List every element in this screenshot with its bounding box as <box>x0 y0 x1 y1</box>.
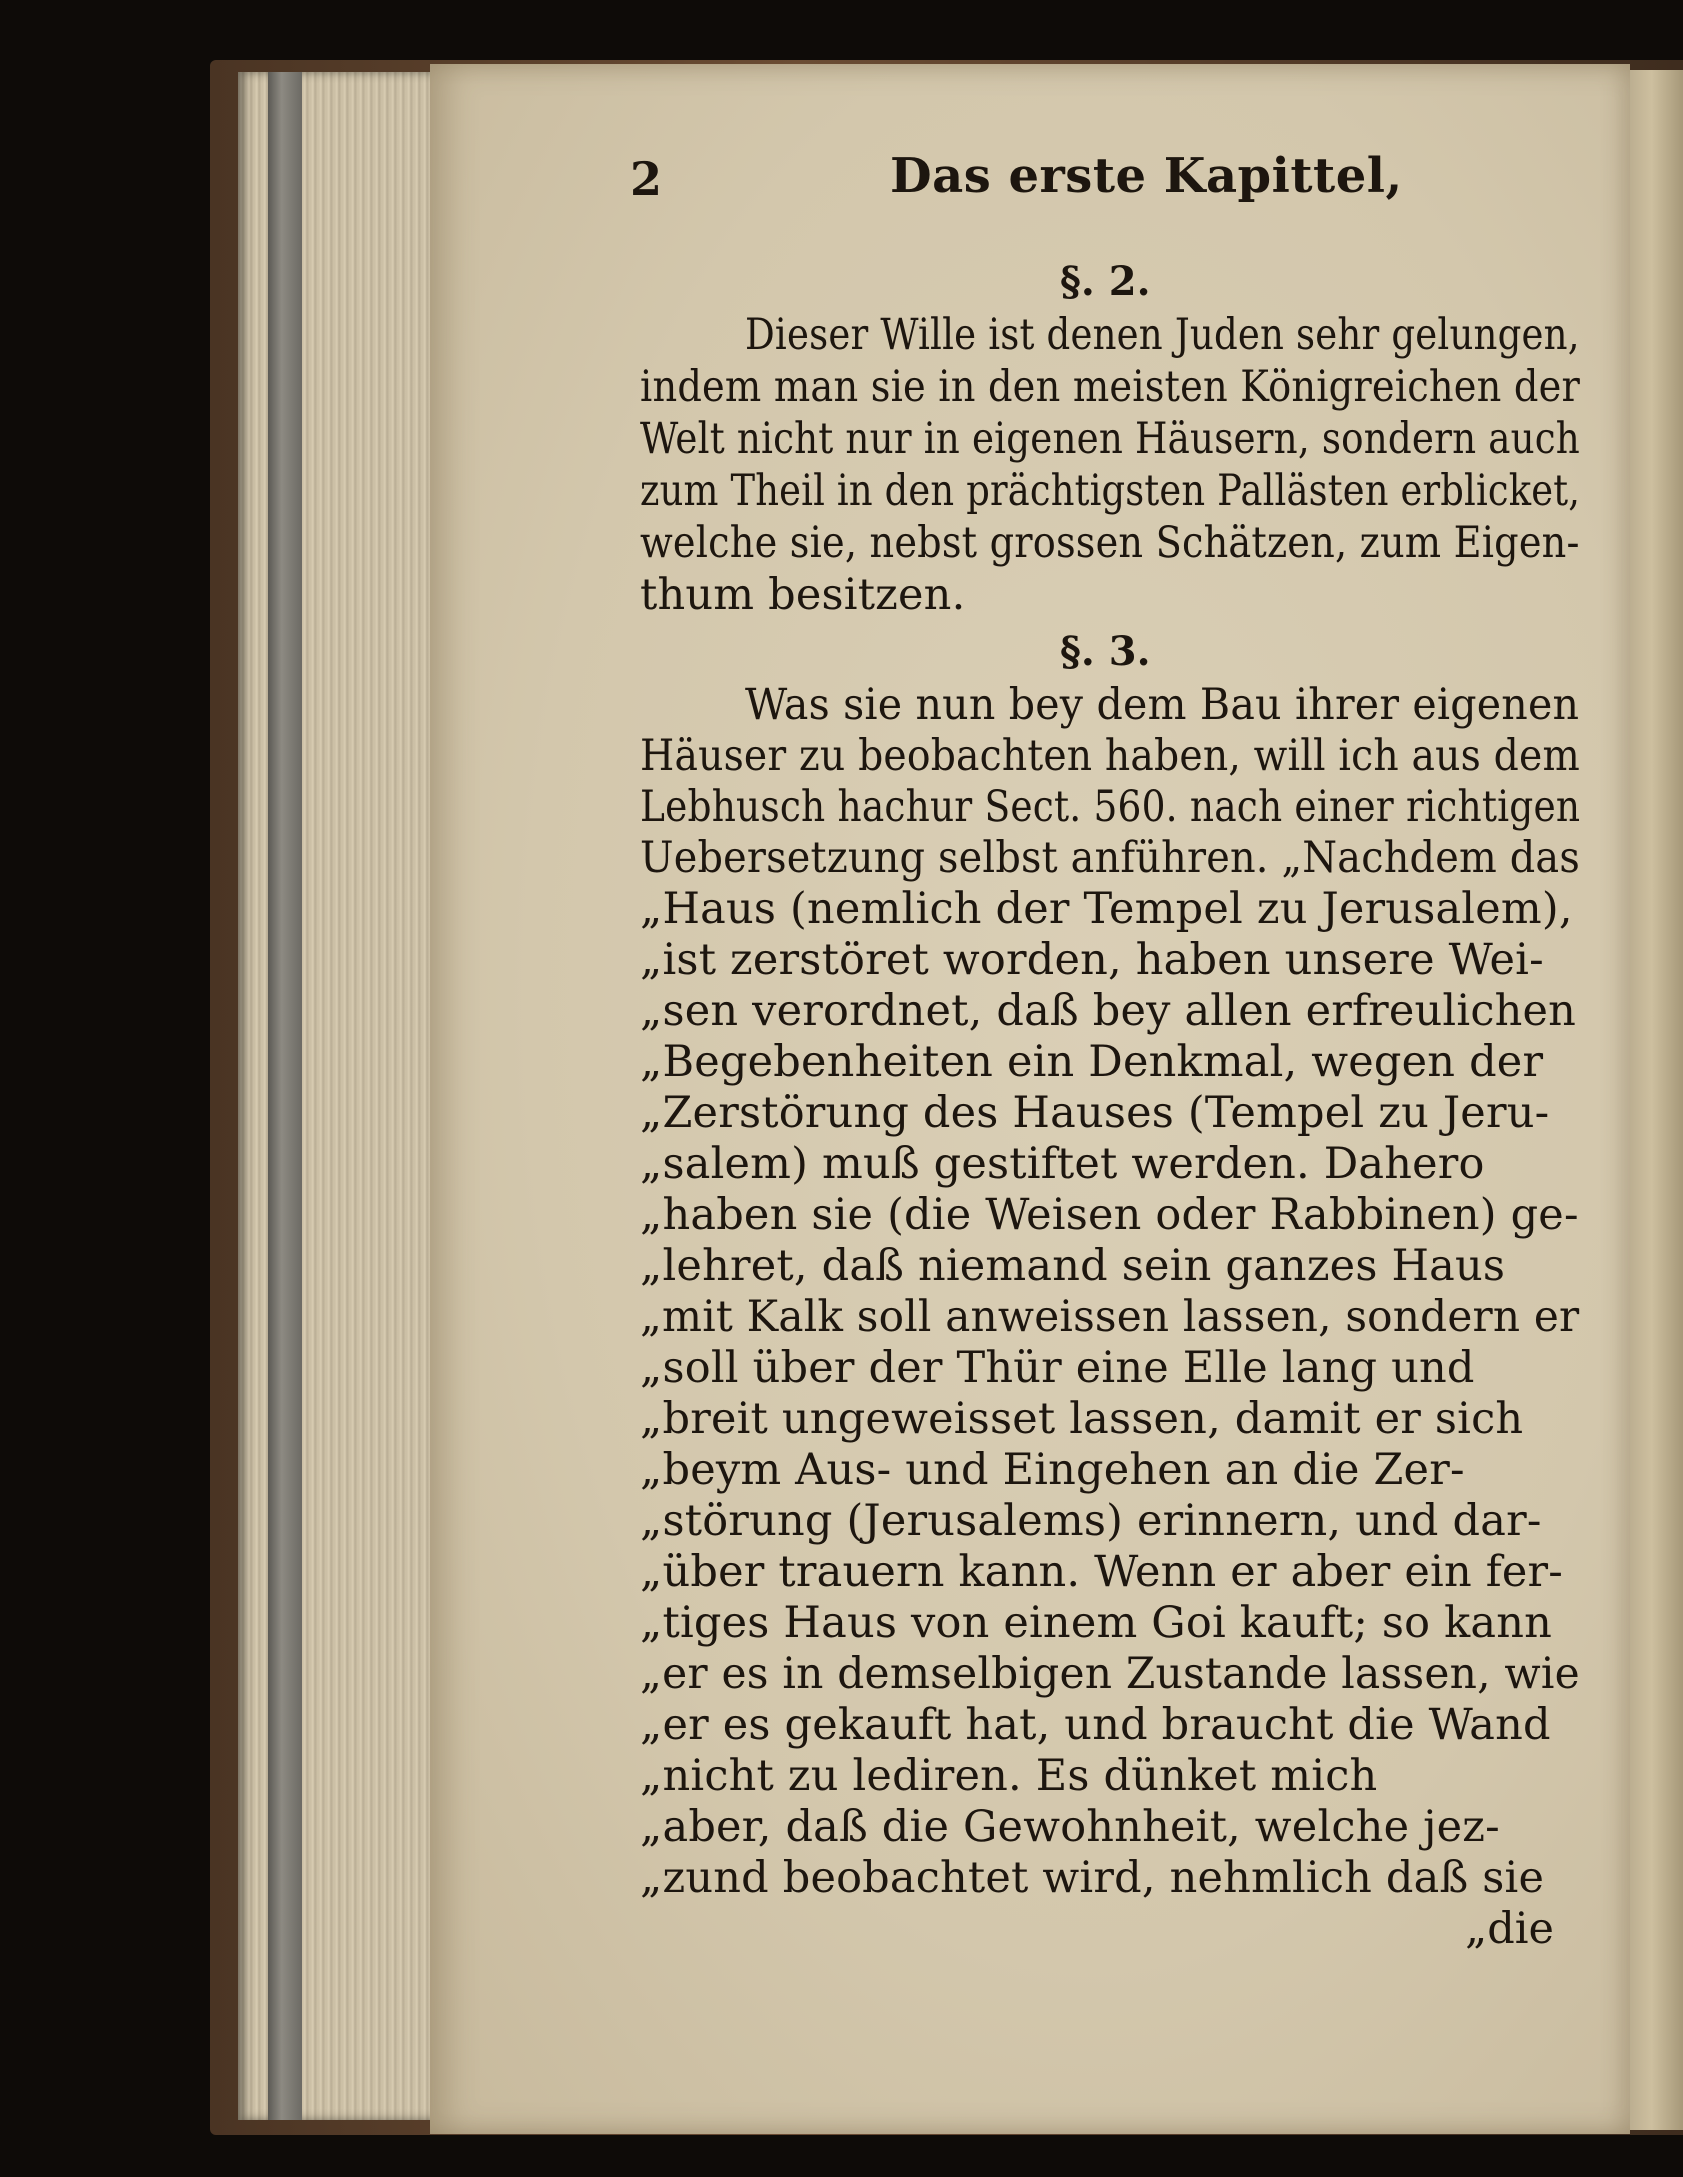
text-line: „mit Kalk soll anweissen lassen, sondern er <box>640 1292 1580 1342</box>
text-line: Welt nicht nur in eigenen Häusern, sondern auch <box>640 414 1580 464</box>
page-edges <box>238 72 438 2120</box>
text-line: „salem) muß gestiftet werden. Dahero <box>640 1139 1485 1189</box>
section-mark: §. 2. <box>1060 258 1151 305</box>
text-line: „über trauern kann. Wenn er aber ein fer- <box>640 1547 1564 1597</box>
section-mark: §. 3. <box>1060 628 1151 675</box>
running-head: Das erste Kapittel, <box>890 148 1403 204</box>
text-line: „Begebenheiten ein Denkmal, wegen der <box>640 1037 1544 1087</box>
text-line: „soll über der Thür eine Elle lang und <box>640 1343 1475 1393</box>
text-line: „Zerstörung des Hauses (Tempel zu Jeru- <box>640 1088 1550 1138</box>
text-line: Was sie nun bey dem Bau ihrer eigenen <box>745 680 1580 730</box>
text-line: „lehret, daß niemand sein ganzes Haus <box>640 1241 1506 1291</box>
text-line: „er es in demselbigen Zustande lassen, wie <box>640 1649 1580 1699</box>
text-line: „sen verordnet, daß bey allen erfreulichen <box>640 986 1577 1036</box>
text-line: thum besitzen. <box>640 570 966 620</box>
text-line: zum Theil in den prächtigsten Pallästen erblicket, <box>640 466 1581 516</box>
text-line: indem man sie in den meisten Königreichen der <box>640 362 1581 412</box>
page-edge-band <box>268 72 302 2120</box>
text-line: „breit ungeweisset lassen, damit er sich <box>640 1394 1524 1444</box>
text-line: „aber, daß die Gewohnheit, welche jez- <box>640 1802 1500 1852</box>
text-line: „zund beobachtet wird, nehmlich daß sie <box>640 1853 1545 1903</box>
text-line: „störung (Jerusalems) erinnern, und dar- <box>640 1496 1542 1546</box>
text-line: Häuser zu beobachten haben, will ich aus dem <box>640 731 1580 781</box>
text-line: „nicht zu lediren. Es dünket mich <box>640 1751 1378 1801</box>
page-number: 2 <box>630 152 663 206</box>
text-line: „Haus (nemlich der Tempel zu Jerusalem), <box>640 884 1573 934</box>
text-line: „er es gekauft hat, und braucht die Wand <box>640 1700 1551 1750</box>
text-line: „ist zerstöret worden, haben unsere Wei- <box>640 935 1544 985</box>
text-line: Dieser Wille ist denen Juden sehr gelungen, <box>745 310 1580 360</box>
text-line: welche sie, nebst grossen Schätzen, zum Eigen- <box>640 518 1580 568</box>
text-line: „haben sie (die Weisen oder Rabbinen) ge- <box>640 1190 1579 1240</box>
text-line: „tiges Haus von einem Goi kauft; so kann <box>640 1598 1553 1648</box>
catchword: „die <box>1465 1904 1555 1954</box>
text-line: Uebersetzung selbst anführen. „Nachdem das <box>640 833 1580 883</box>
text-line: „beym Aus- und Eingehen an die Zer- <box>640 1445 1465 1495</box>
text-line: Lebhusch hachur Sect. 560. nach einer richtigen <box>640 782 1581 832</box>
